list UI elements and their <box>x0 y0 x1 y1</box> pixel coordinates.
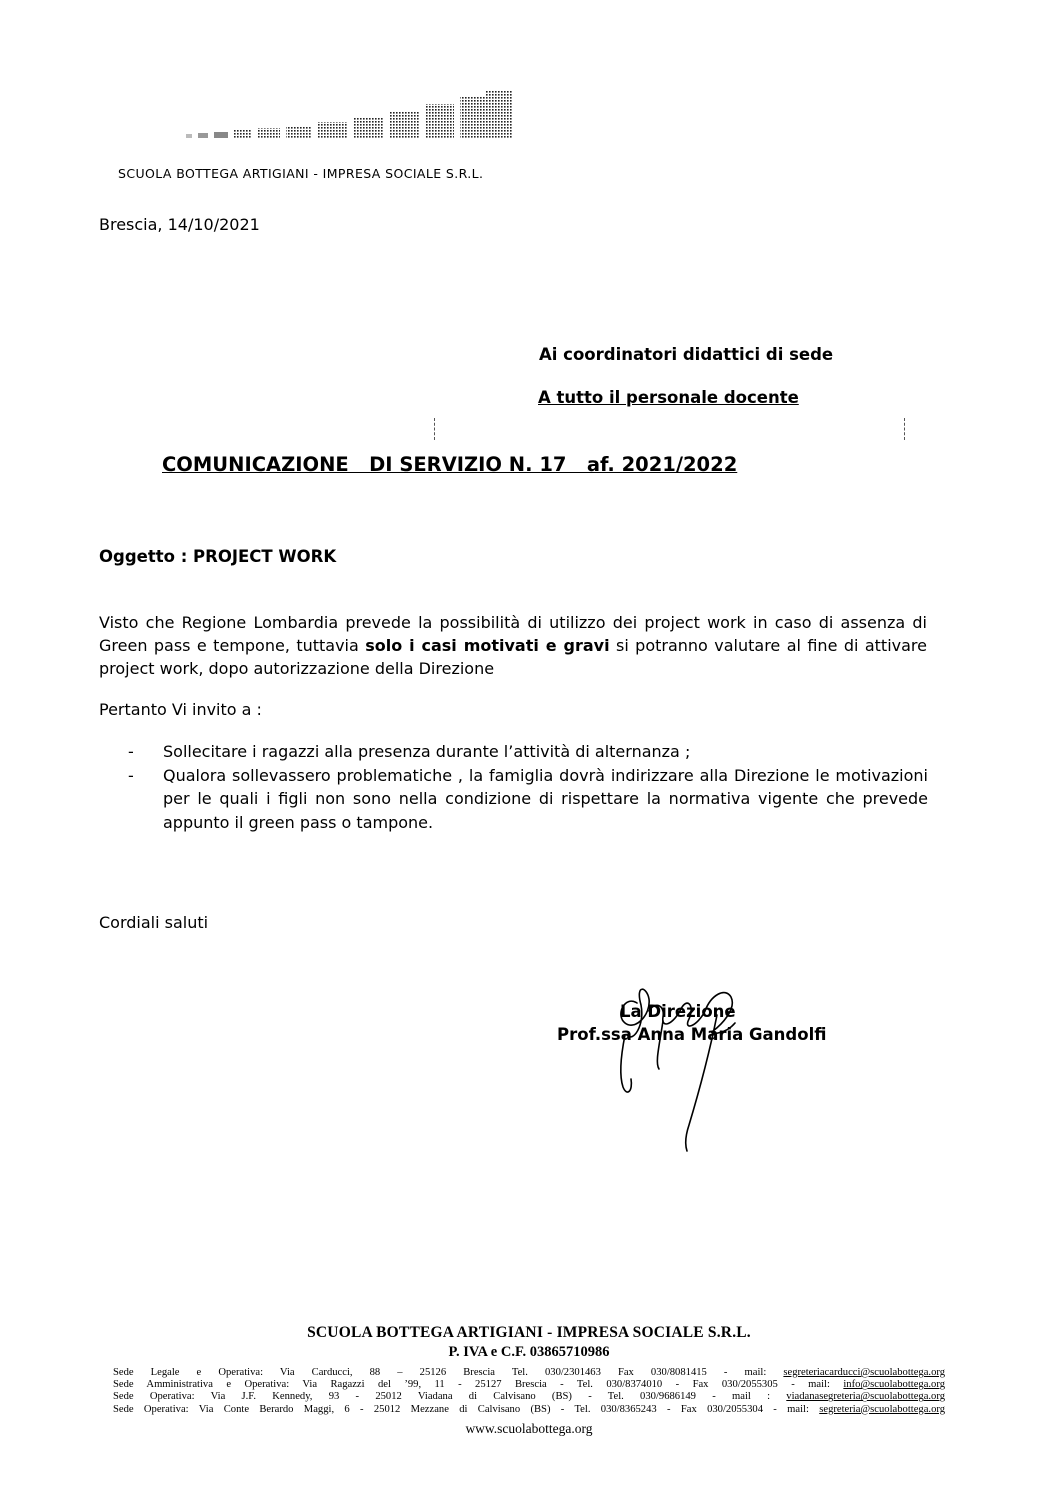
footer-address-line <box>113 1367 945 1379</box>
footer-email-link[interactable]: segreteriacarducci@scuolabottega.org <box>783 1367 945 1378</box>
scan-mark-right <box>904 418 905 440</box>
body-text-part-2: si potranno valutare al fine di attivare project work, dopo autorizzazione della Direzione <box>99 636 927 678</box>
scan-mark-left <box>434 418 435 440</box>
signature-role: La Direzione <box>620 1002 736 1021</box>
footer-email-link[interactable]: segreteria@scuolabottega.org <box>819 1403 945 1415</box>
footer-address-line <box>113 1391 945 1403</box>
footer-address-line <box>113 1404 945 1416</box>
bullet-dash: - <box>128 742 134 761</box>
body-paragraph <box>99 611 927 680</box>
communication-title: COMUNICAZIONE DI SERVIZIO N. 17 af. 2021/2022 <box>162 453 738 476</box>
footer-website-link[interactable]: www.scuolabottega.org <box>465 1420 593 1436</box>
footer-email-link[interactable]: viadanasegreteria@scuolabottega.org <box>786 1391 945 1403</box>
header-company-name: SCUOLA BOTTEGA ARTIGIANI - IMPRESA SOCIALE S.R.L. <box>118 166 484 181</box>
footer-address-text: Sede Operativa: Via J.F. Kennedy, 93 - 25012 Viadana di Calvisano (BS) - Tel. 030/9686149 - mail : <box>113 1391 787 1403</box>
subject-line: Oggetto : PROJECT WORK <box>99 547 337 566</box>
body-text-bold: solo i casi motivati e gravi <box>365 636 610 655</box>
footer-address-text: Sede Legale e Operativa: Via Carducci, 88 – 25126 Brescia Tel. 030/2301463 Fax 030/8081415 - mail: <box>113 1367 784 1378</box>
body-text-part-1: Visto che Regione Lombardia prevede la possibilità di utilizzo dei project work in caso di assenza di Green pass e tempone, tuttavia <box>99 613 927 655</box>
footer-company-name: SCUOLA BOTTEGA ARTIGIANI - IMPRESA SOCIALE S.R.L. <box>307 1324 751 1341</box>
invite-line: Pertanto Vi invito a : <box>99 700 262 719</box>
footer-addresses <box>113 1367 945 1416</box>
closing-greeting: Cordiali saluti <box>99 913 209 932</box>
footer-address-line <box>113 1379 945 1391</box>
letter-date: Brescia, 14/10/2021 <box>99 215 260 234</box>
letter-footer <box>0 1324 1058 1437</box>
recipient-line-2: A tutto il personale docente <box>538 388 799 407</box>
recipient-line-1: Ai coordinatori didattici di sede <box>539 345 834 364</box>
company-logo <box>186 88 516 150</box>
bullet-dash: - <box>128 765 134 785</box>
footer-address-text: Sede Operativa: Via Conte Berardo Maggi, 6 - 25012 Mezzane di Calvisano (BS) - Tel. 030/8365243 - Fax 030/2055304 - mail: <box>113 1403 820 1415</box>
footer-vat-number: P. IVA e C.F. 03865710986 <box>448 1344 610 1360</box>
list-item <box>128 740 928 764</box>
bullet-list <box>128 740 928 834</box>
list-item-text: Qualora sollevassero problematiche , la famiglia dovrà indirizzare alla Direzione le motivazioni per le quali i figli non sono nella condizione di rispettare la normativa vigente che prevede appunto il green pass o tampone. <box>163 765 928 832</box>
handwritten-signature <box>585 965 775 1160</box>
list-item <box>128 764 928 835</box>
list-item-text: Sollecitare i ragazzi alla presenza durante l’attività di alternanza ; <box>163 742 691 761</box>
signature-name: Prof.ssa Anna Maria Gandolfi <box>557 1025 827 1044</box>
footer-address-text: Sede Amministrativa e Operativa: Via Ragazzi del ’99, 11 - 25127 Brescia - Tel. 030/8374010 - Fax 030/2055305 - mail: <box>113 1379 844 1391</box>
footer-email-link[interactable]: info@scuolabottega.org <box>843 1379 945 1391</box>
